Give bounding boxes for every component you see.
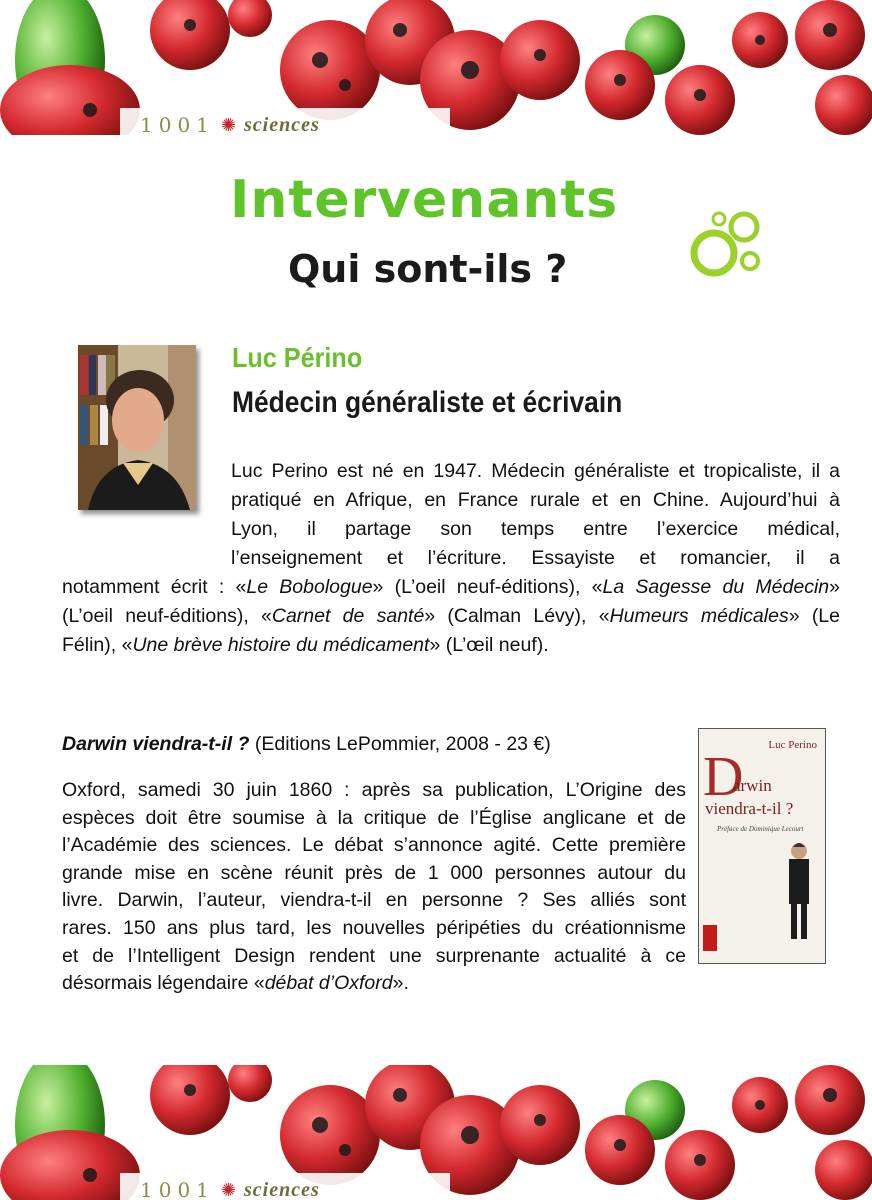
book-ref: Une brève histoire du médicament xyxy=(132,634,430,656)
decorative-spheres-image xyxy=(0,1065,872,1200)
cover-title-2: viendra-t-il ? xyxy=(705,799,794,818)
book-ref: Carnet de santé xyxy=(271,605,425,627)
publisher-mark xyxy=(703,925,717,951)
cover-title-1: arwin xyxy=(733,776,772,795)
bio-line: Luc Perino est né en 1947. Médecin généraliste et tropicaliste, il a xyxy=(231,460,840,482)
header-banner xyxy=(0,0,872,135)
brand-number: 1001 xyxy=(140,1178,215,1200)
splat-icon: ✺ xyxy=(220,1179,238,1200)
desc-line: espèces doit être soumise à la critique de l’Église anglicane et de xyxy=(62,806,686,829)
desc-line: et de l’Intelligent Design rendent une surprenante actualité à ce xyxy=(62,944,686,967)
bio-line: pratiqué en Afrique, en France rurale et en Chine. Aujourd’hui à xyxy=(231,489,840,511)
bio-line: l’enseignement et l’écriture. Essayiste et romancier, il a xyxy=(231,547,840,569)
debate-ref: débat d’Oxford xyxy=(264,972,393,995)
book-ref: La Sagesse du Médecin xyxy=(602,576,830,598)
book-ref: Humeurs médicales xyxy=(609,605,789,627)
bio-line: notamment écrit : «Le Bobologue» (L’oeil neuf-éditions), «La Sagesse du Médecin» xyxy=(62,576,841,598)
page-title: Intervenants xyxy=(230,170,619,230)
brand-logo xyxy=(140,113,320,135)
cover-preface: Préface de Dominique Lecourt xyxy=(717,825,804,833)
desc-line: Oxford, samedi 30 juin 1860 : après sa publication, L’Origine des xyxy=(62,779,686,801)
speaker-role: Médecin généraliste et écrivain xyxy=(232,386,623,419)
speaker-bio xyxy=(62,457,840,660)
bio-line: Félin), «Une brève histoire du médicament» (L’œil neuf). xyxy=(62,634,549,656)
book-heading xyxy=(62,730,551,758)
bubbles-icon xyxy=(684,205,768,289)
brand-word: sciences xyxy=(244,1178,320,1200)
page-subtitle: Qui sont-ils ? xyxy=(288,247,568,291)
bio-line: (L’oeil neuf-éditions), «Carnet de santé» (Calman Lévy), «Humeurs médicales» (Le xyxy=(62,605,841,627)
desc-line: désormais légendaire «débat d’Oxford». xyxy=(62,972,409,995)
brand-word: sciences xyxy=(244,113,320,135)
decorative-spheres-image xyxy=(0,0,872,135)
cover-initial: D xyxy=(703,746,744,808)
brand-number: 1001 xyxy=(140,113,215,135)
book-details: (Editions LePommier, 2008 - 23 €) xyxy=(249,733,551,755)
desc-line: rares. 150 ans plus tard, les nouvelles péripéties du créationnisme xyxy=(62,916,686,939)
cover-author: Luc Perino xyxy=(768,739,817,751)
book-description xyxy=(62,777,686,998)
desc-line: grande mise en scène réunit près de 1 000 personnes autour du xyxy=(62,861,686,884)
desc-line: livre. Darwin, l’auteur, viendra-t-il en personne ? Ses alliés sont xyxy=(62,889,686,912)
bio-line: Lyon, il partage son temps entre l’exercice médical, xyxy=(231,518,840,540)
brand-logo xyxy=(140,1178,320,1200)
darwin-figure-image xyxy=(779,839,819,949)
speaker-name: Luc Périno xyxy=(232,342,363,373)
desc-line: l’Académie des sciences. Le débat s’annonce agité. Cette première xyxy=(62,834,686,857)
book-title: Darwin viendra-t-il ? xyxy=(62,733,250,755)
book-cover xyxy=(698,728,826,964)
splat-icon: ✺ xyxy=(220,114,238,135)
book-ref: Le Bobologue xyxy=(246,576,373,598)
footer-banner xyxy=(0,1065,872,1200)
